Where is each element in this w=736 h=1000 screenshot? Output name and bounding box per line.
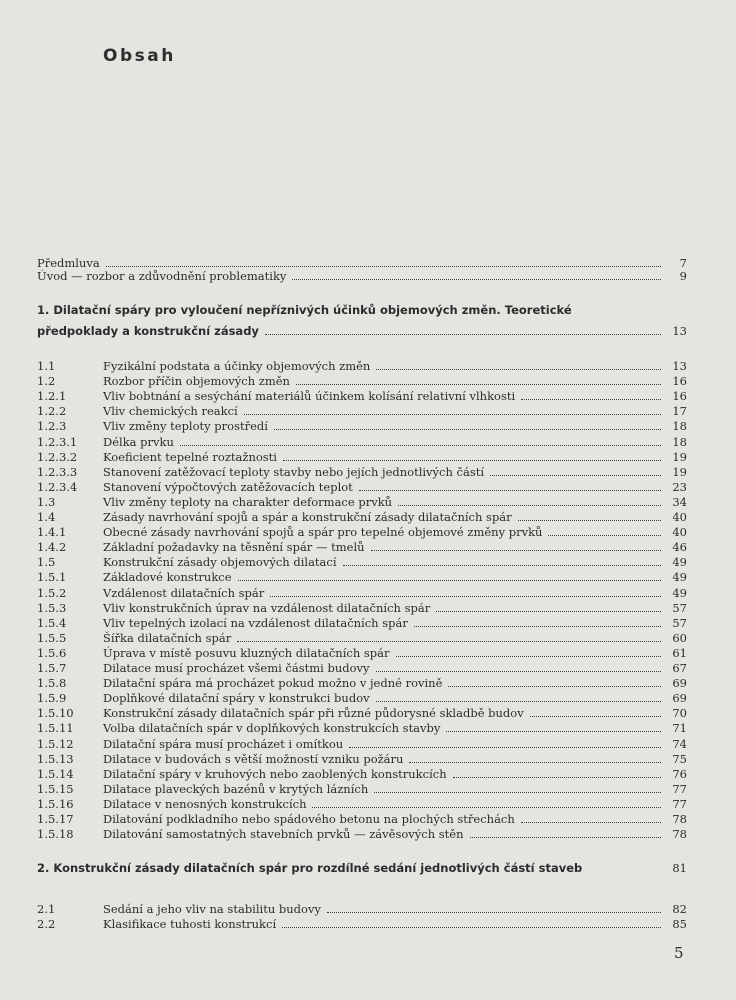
toc-entry-label: Dilatování samostatných stavebních prvků — závěsových stěn — [103, 827, 464, 842]
toc-entry-page: 17 — [672, 404, 687, 419]
toc-entry-number: 1.5.10 — [37, 706, 74, 721]
dot-leader — [376, 689, 661, 702]
toc-entry-page: 71 — [672, 721, 687, 736]
dot-leader — [398, 493, 661, 506]
dot-leader — [238, 568, 661, 581]
toc-entry-label: Konstrukční zásady objemových dilatací — [103, 555, 337, 570]
dot-leader — [359, 478, 661, 491]
toc-entry-page: 18 — [672, 419, 687, 434]
toc-entry-label: Dilatace musí procházet všemi částmi budovy — [103, 661, 370, 675]
toc-entry-page: 57 — [672, 600, 687, 615]
toc-entry-number: 1.2.3.3 — [37, 464, 78, 479]
chapter-page: 13 — [672, 324, 687, 338]
toc-entry-label: Vliv změny teploty prostředí — [103, 419, 268, 434]
toc-entry-label: Doplňkové dilatační spáry v konstrukci budov — [103, 691, 370, 706]
toc-entry-label: Šířka dilatačních spár — [103, 630, 232, 645]
dot-leader — [518, 508, 661, 521]
dot-leader — [270, 584, 661, 597]
dot-leader — [282, 915, 661, 928]
dot-leader — [237, 629, 661, 642]
toc-entry-label: Vliv změny teploty na charakter deformace prvků — [103, 494, 393, 509]
dot-leader — [349, 735, 661, 748]
dot-leader — [274, 417, 661, 430]
toc-entry-page: 19 — [672, 464, 687, 479]
toc-entry-page: 46 — [672, 540, 687, 555]
toc-entry-number: 1.5.12 — [37, 736, 74, 751]
toc-entry-page: 69 — [672, 691, 687, 706]
toc-entry-number: 1.5.8 — [37, 676, 67, 691]
toc-entry-number: 1.5.4 — [37, 615, 67, 630]
toc-entry-page: 70 — [672, 706, 687, 721]
toc-entry-page: 19 — [672, 449, 687, 464]
toc-entry-number: 1.5.15 — [37, 781, 74, 796]
toc-entry-label: Zásady navrhování spojů a spár a konstrukční zásady dilatačních spár — [103, 510, 512, 524]
toc-entry-page: 77 — [672, 796, 687, 811]
toc-entry-number: 1.4.2 — [37, 540, 67, 555]
chapter-heading-line2: předpoklady a konstrukční zásady — [37, 324, 259, 338]
dot-leader — [470, 825, 661, 838]
toc-entry-page: 7 — [679, 256, 687, 270]
toc-entry-page: 78 — [672, 827, 687, 842]
toc-entry-label: Stanovení výpočtových zatěžovacích teplot — [103, 479, 353, 494]
toc-entry-label: Vliv konstrukčních úprav na vzdálenost dilatačních spár — [103, 600, 431, 615]
toc-entry-page: 85 — [672, 917, 687, 931]
toc-entry-number: 1.5.9 — [37, 691, 67, 706]
toc-entry-label: Úprava v místě posuvu kluzných dilatačních spár — [103, 645, 390, 660]
page-number: 5 — [674, 944, 684, 962]
toc-entry-label: Základní požadavky na těsnění spár — tmelů — [103, 540, 365, 555]
toc-entry-page: 82 — [672, 902, 687, 916]
toc-entry-label: Stanovení zatěžovací teploty stavby nebo jejích jednotlivých částí — [103, 464, 485, 479]
toc-entry-number: 1.5.14 — [37, 766, 74, 781]
toc-entry-page: 75 — [672, 751, 687, 766]
toc-entry-page: 40 — [672, 510, 687, 524]
toc-entry-page: 78 — [672, 812, 687, 826]
toc-entry-label: Dilatace v nenosných konstrukcích — [103, 796, 307, 811]
toc-entry-label: Vzdálenost dilatačních spár — [103, 585, 265, 600]
toc-entry-number: 1.2.3.4 — [37, 479, 78, 494]
dot-leader — [265, 322, 661, 335]
toc-entry-label: Dilatace plaveckých bazénů v krytých lázních — [103, 781, 369, 796]
toc-entry-page: 74 — [672, 736, 687, 751]
toc-entry-page: 49 — [672, 570, 687, 585]
toc-entry-number: 1.2.3.2 — [37, 449, 78, 464]
toc-entry-page: 16 — [672, 374, 687, 389]
toc-entry-label: Sedání a jeho vliv na stabilitu budovy — [103, 902, 321, 916]
toc-entry-label: Základové konstrukce — [103, 570, 232, 585]
toc-entry-label: Koeficient tepelné roztažnosti — [103, 449, 277, 464]
toc-entry-number: 1.3 — [37, 494, 56, 509]
toc-entry-label: Volba dilatačních spár v doplňkových konstrukcích stavby — [103, 721, 441, 736]
toc-entry-page: 67 — [672, 661, 687, 675]
toc-entry-number: 1.4 — [37, 510, 56, 524]
toc-entry-number: 1.5 — [37, 555, 56, 570]
toc-entry-page: 49 — [672, 555, 687, 570]
toc-entry-label: Předmluva — [37, 256, 100, 270]
dot-leader — [292, 267, 661, 280]
dot-leader — [448, 674, 661, 687]
toc-entry-number: 1.5.2 — [37, 585, 67, 600]
toc-entry-number: 1.2.1 — [37, 389, 67, 404]
toc-entry-label: Vliv chemických reakcí — [103, 404, 238, 419]
dot-leader — [414, 614, 661, 627]
dot-leader — [521, 810, 661, 823]
toc-entry-number: 1.5.1 — [37, 570, 67, 585]
toc-entry-number: 1.5.3 — [37, 600, 67, 615]
dot-leader — [446, 719, 661, 732]
toc-entry-number: 2.1 — [37, 902, 56, 916]
dot-leader — [376, 357, 661, 370]
toc-entry-number: 1.2.2 — [37, 404, 67, 419]
dot-leader — [343, 553, 661, 566]
toc-entry — [37, 915, 687, 933]
dot-leader — [327, 900, 661, 913]
toc-entry-number: 1.5.13 — [37, 751, 74, 766]
dot-leader — [374, 780, 661, 793]
toc-entry-page: 60 — [672, 630, 687, 645]
toc-entry-page: 77 — [672, 781, 687, 796]
toc-entry-number: 1.5.17 — [37, 812, 74, 826]
toc-entry-page: 23 — [672, 479, 687, 494]
toc-entry-label: Vliv tepelných izolací na vzdálenost dilatačních spár — [103, 615, 408, 630]
page-title: Obsah — [103, 46, 176, 66]
toc-entry-page: 34 — [672, 494, 687, 509]
dot-leader — [396, 644, 661, 657]
chapter-heading-line1: 1. Dilatační spáry pro vyloučení nepříznivých účinků objemových změn. Teoretické — [37, 303, 572, 317]
chapter-heading-line1: 2. Konstrukční zásady dilatačních spár pro rozdílné sedání jednotlivých částí staveb — [37, 861, 583, 875]
dot-leader — [409, 750, 661, 763]
dot-leader — [436, 599, 661, 612]
dot-leader — [296, 372, 661, 385]
dot-leader — [376, 659, 661, 672]
toc-entry-page: 57 — [672, 615, 687, 630]
toc-entry-label: Délka prvku — [103, 434, 174, 449]
dot-leader — [312, 795, 661, 808]
dot-leader — [244, 402, 661, 415]
dot-leader — [106, 254, 661, 267]
toc-entry-label: Dilatační spára musí procházet i omítkou — [103, 736, 344, 751]
toc-entry-label: Dilatování podkladního nebo spádového betonu na plochých střechách — [103, 812, 515, 826]
toc-entry-number: 1.1 — [37, 359, 56, 373]
dot-leader — [521, 387, 661, 400]
toc-entry-number: 1.5.16 — [37, 796, 74, 811]
toc-entry — [37, 825, 687, 843]
toc-entry-label: Dilatace v budovách s větší možností vzniku požáru — [103, 751, 404, 766]
dot-leader — [453, 765, 661, 778]
chapter-page: 81 — [672, 861, 687, 875]
toc-entry-number: 1.5.18 — [37, 827, 74, 842]
toc-entry-label: Konstrukční zásady dilatačních spár při různé půdorysné skladbě budov — [103, 706, 524, 721]
toc-entry-number: 1.2.3.1 — [37, 434, 78, 449]
toc-entry-label: Dilatační spára má procházet pokud možno v jedné rovině — [103, 676, 443, 691]
toc-entry-page: 49 — [672, 585, 687, 600]
toc-entry-page: 40 — [672, 525, 687, 540]
toc-entry-number: 1.2 — [37, 374, 56, 389]
toc-entry-page: 13 — [672, 359, 687, 373]
toc-entry-label: Fyzikální podstata a účinky objemových změn — [103, 359, 371, 373]
toc-entry-label: Rozbor příčin objemových změn — [103, 374, 290, 389]
toc-entry-label: Úvod — rozbor a zdůvodnění problematiky — [37, 269, 287, 283]
toc-entry-number: 1.4.1 — [37, 525, 67, 540]
toc-entry-page: 9 — [679, 269, 687, 283]
dot-leader — [180, 433, 661, 446]
toc-entry-page: 61 — [672, 645, 687, 660]
toc-entry-number: 1.5.6 — [37, 645, 67, 660]
toc-entry-label: Vliv bobtnání a sesýchání materiálů účinkem kolísání relativní vlhkosti — [103, 389, 516, 404]
dot-leader — [490, 463, 661, 476]
toc-entry-page: 16 — [672, 389, 687, 404]
toc-entry-number: 1.5.7 — [37, 661, 67, 675]
dot-leader — [283, 448, 661, 461]
toc-entry-number: 1.5.11 — [37, 721, 74, 736]
toc-entry-page: 76 — [672, 766, 687, 781]
toc-entry-label: Klasifikace tuhosti konstrukcí — [103, 917, 277, 931]
toc-entry-page: 18 — [672, 434, 687, 449]
dot-leader — [548, 523, 661, 536]
toc-entry-label: Dilatační spáry v kruhových nebo zaoblených konstrukcích — [103, 766, 447, 781]
toc-entry-page: 69 — [672, 676, 687, 691]
toc-entry — [37, 267, 687, 285]
toc-entry-number: 1.5.5 — [37, 630, 67, 645]
dot-leader — [371, 538, 661, 551]
toc-entry-label: Obecné zásady navrhování spojů a spár pro tepelné objemové změny prvků — [103, 525, 543, 540]
toc-entry-number: 1.2.3 — [37, 419, 67, 434]
toc-entry-number: 2.2 — [37, 917, 56, 931]
dot-leader — [530, 704, 661, 717]
